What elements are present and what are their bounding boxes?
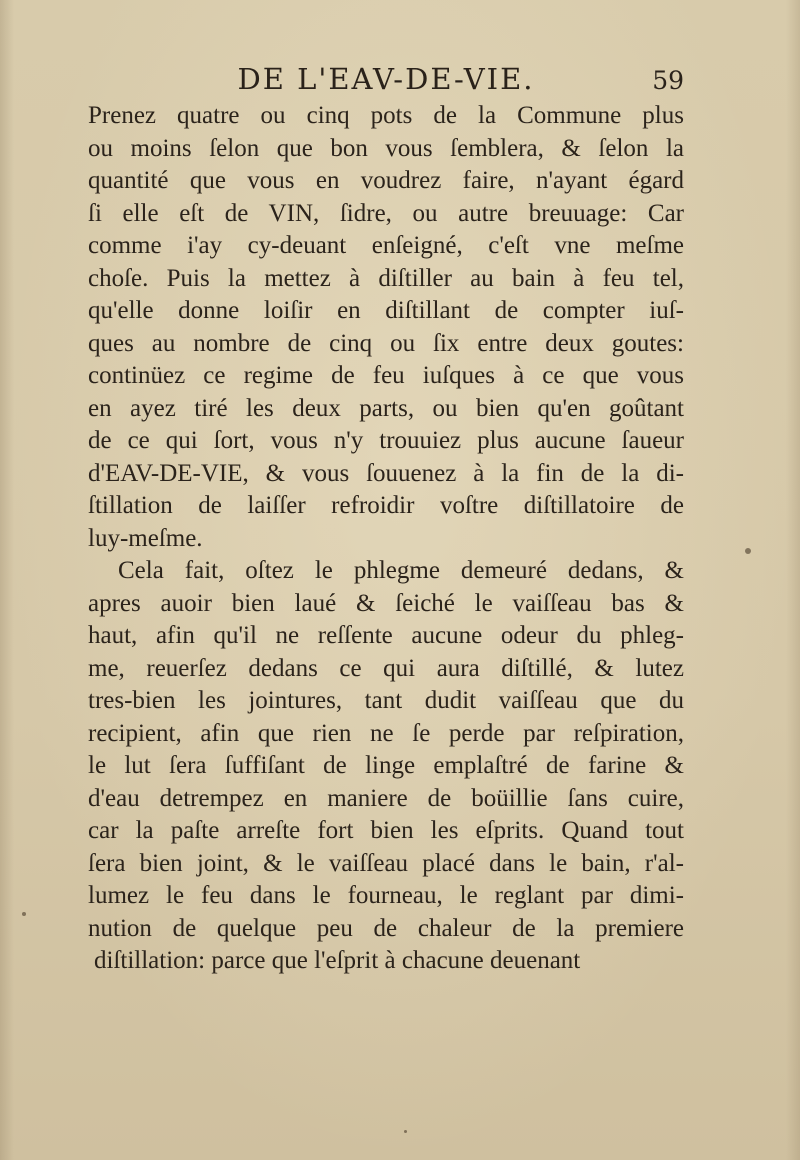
text-line: ſtillation de laiſſer refroidir voſtre diſtillatoire de: [88, 492, 684, 519]
text-line: apres auoir bien laué & ſeiché le vaiſſeau bas &: [88, 589, 684, 617]
ink-speck: [745, 548, 751, 554]
text-line: nution de quelque peu de chaleur de la premiere: [88, 914, 684, 942]
text-line: ſera bien joint, & le vaiſſeau placé dans le bain, r'al-: [88, 849, 684, 877]
page-number: 59: [652, 66, 684, 95]
text-line: recipient, afin que rien ne ſe perde par reſpiration,: [88, 719, 684, 747]
text-line: choſe. Puis la mettez à diſtiller au bain à feu tel,: [88, 264, 684, 292]
page-edge-right: [786, 0, 800, 1160]
text-line: tres-bien les jointures, tant dudit vaiſſeau que du: [88, 687, 684, 714]
text-line: ou moins ſelon que bon vous ſemblera, & ſelon la: [88, 134, 684, 162]
text-line: haut, afin qu'il ne reſſente aucune odeur du phleg-: [88, 622, 684, 649]
text-line: quantité que vous en voudrez faire, n'ayant égard: [88, 167, 684, 194]
text-line: continüez ce regime de feu iuſques à ce que vous: [88, 362, 684, 389]
text-line: Prenez quatre ou cinq pots de la Commune plus: [88, 102, 684, 129]
text-line: de ce qui ſort, vous n'y trouuiez plus aucune ſaueur: [88, 427, 684, 454]
text-line: ſi elle eſt de VIN, ſidre, ou autre breuuage: Car: [88, 199, 684, 227]
text-line: le lut ſera ſuffiſant de linge emplaſtré de farine &: [88, 752, 684, 779]
running-title: DE L'EAV-DE-VIE.: [237, 62, 535, 96]
text-line: comme i'ay cy-deuant enſeigné, c'eſt vne meſme: [88, 232, 684, 259]
text-line: me, reuerſez dedans ce qui aura diſtillé, & lutez: [88, 654, 684, 682]
text-line: car la paſte arreſte fort bien les eſprits. Quand tout: [88, 817, 684, 844]
paragraph-end-line: luy-meſme.: [88, 524, 203, 552]
page-edge-left: [0, 0, 14, 1160]
text-line: d'EAV-DE-VIE, & vous ſouuenez à la fin de la di-: [88, 459, 684, 487]
ink-speck: [22, 912, 26, 916]
paragraph-start-line: Cela fait, oſtez le phlegme demeuré dedans, &: [118, 557, 684, 584]
text-line: lumez le feu dans le fourneau, le reglant par dimi-: [88, 882, 684, 909]
running-head: [88, 60, 684, 102]
text-line: d'eau detrempez en maniere de boüillie ſans cuire,: [88, 784, 684, 812]
ink-speck: [404, 1130, 407, 1133]
text-line: en ayez tiré les deux parts, ou bien qu'en goûtant: [88, 394, 684, 422]
body-text: [88, 100, 684, 978]
text-line: diſtillation: parce que l'eſprit à chacune deuenant: [94, 947, 581, 974]
text-line: qu'elle donne loiſir en diſtillant de compter iuſ-: [88, 297, 684, 324]
text-line: ques au nombre de cinq ou ſix entre deux goutes:: [88, 329, 684, 357]
